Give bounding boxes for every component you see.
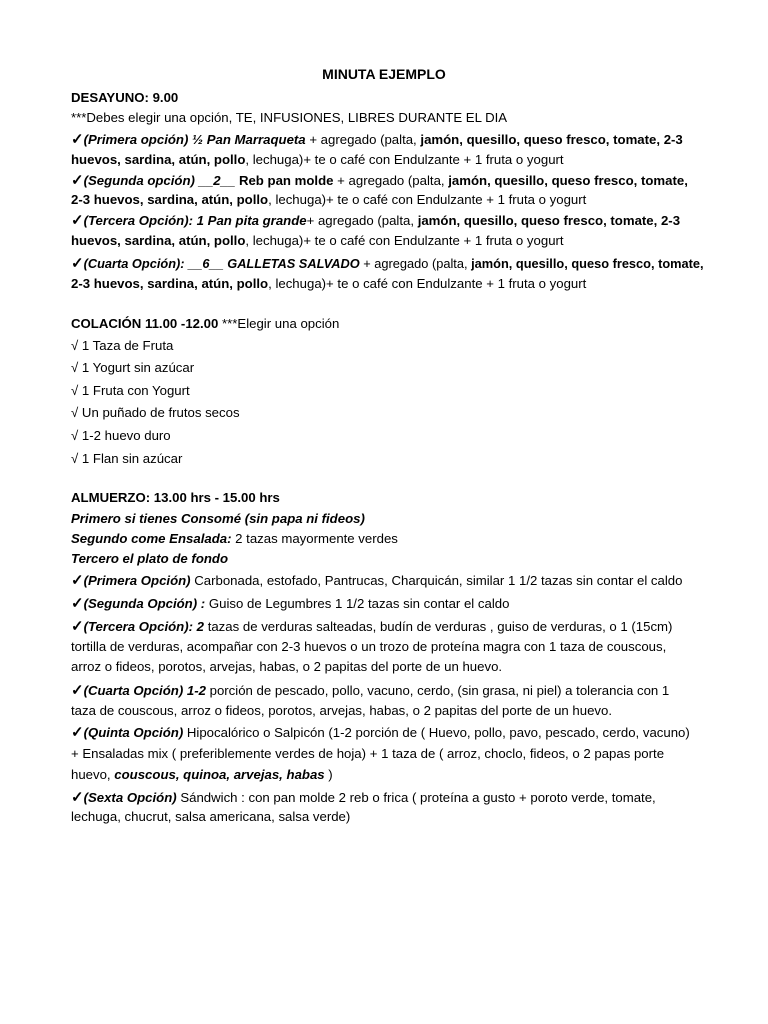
colacion-item: √ Un puñado de frutos secos xyxy=(71,405,240,420)
almuerzo-option-6: ✓(Sexta Opción) Sándwich : con pan molde 2 reb o frica ( proteína a gusto + poroto verde, tomate, xyxy=(71,789,656,806)
check-icon: √ xyxy=(71,338,79,353)
almuerzo-option-5-cont: huevo, couscous, quinoa, arvejas, habas ) xyxy=(71,767,333,782)
almuerzo-option-5-cont: + Ensaladas mix ( preferiblemente verdes de hoja) + 1 taza de ( arroz, choclo, fideos, o 2 papas porte xyxy=(71,746,665,761)
check-icon: √ xyxy=(71,383,79,398)
check-icon: ✓ xyxy=(71,172,84,189)
check-icon: ✓ xyxy=(71,255,84,272)
desayuno-option-4: ✓(Cuarta Opción): __6__ GALLETAS SALVADO + agregado (palta, jamón, quesillo, queso fresco, tomate, xyxy=(71,255,704,272)
almuerzo-primero: Primero si tienes Consomé (sin papa ni fideos) xyxy=(71,511,365,526)
almuerzo-heading: ALMUERZO: 13.00 hrs - 15.00 hrs xyxy=(71,490,280,505)
almuerzo-option-3: ✓(Tercera Opción): 2 tazas de verduras salteadas, budín de verduras , guiso de verduras, o 1 (15cm) xyxy=(71,618,673,635)
check-icon: ✓ xyxy=(71,618,84,635)
check-icon: √ xyxy=(71,405,79,420)
almuerzo-tercero: Tercero el plato de fondo xyxy=(71,551,229,566)
desayuno-heading: DESAYUNO: 9.00 xyxy=(71,90,179,105)
check-icon: ✓ xyxy=(71,682,84,699)
check-icon: ✓ xyxy=(71,212,84,229)
page-title: MINUTA EJEMPLO xyxy=(322,66,446,82)
colacion-item: √ 1 Flan sin azúcar xyxy=(71,451,183,466)
desayuno-option-3: ✓(Tercera Opción): 1 Pan pita grande+ agregado (palta, jamón, quesillo, queso fresco, tomate, 2-3 xyxy=(71,212,681,229)
almuerzo-option-6-cont: lechuga, chucrut, salsa americana, salsa verde) xyxy=(71,809,351,824)
check-icon: √ xyxy=(71,360,79,375)
almuerzo-option-1: ✓(Primera Opción) Carbonada, estofado, Pantrucas, Charquicán, similar 1 1/2 tazas sin contar el caldo xyxy=(71,572,683,589)
check-icon: √ xyxy=(71,428,79,443)
almuerzo-option-2: ✓(Segunda Opción) : Guiso de Legumbres 1 1/2 tazas sin contar el caldo xyxy=(71,595,510,612)
check-icon: ✓ xyxy=(71,724,84,741)
check-icon: ✓ xyxy=(71,595,84,612)
colacion-item: √ 1 Fruta con Yogurt xyxy=(71,383,190,398)
almuerzo-option-4: ✓(Cuarta Opción) 1-2 porción de pescado, pollo, vacuno, cerdo, (sin grasa, ni piel) a tolerancia con 1 xyxy=(71,682,670,699)
desayuno-option-2: ✓(Segunda opción) __2__ Reb pan molde + agregado (palta, jamón, quesillo, queso fresco, tomate, xyxy=(71,172,688,189)
check-icon: √ xyxy=(71,451,79,466)
almuerzo-option-3-cont: tortilla de verduras, acompañar con 2-3 huevos o un trozo de proteína magra con 1 taza de couscous, xyxy=(71,639,667,654)
colacion-heading: COLACIÓN 11.00 -12.00 ***Elegir una opción xyxy=(71,316,340,331)
desayuno-option-1: ✓(Primera opción) ½ Pan Marraqueta + agregado (palta, jamón, quesillo, queso fresco, tomate, 2-3 xyxy=(71,131,683,148)
desayuno-option-2-cont: 2-3 huevos, sardina, atún, pollo, lechuga)+ te o café con Endulzante + 1 fruta o yogurt xyxy=(71,192,587,207)
almuerzo-option-3-cont: arroz o fideos, porotos, arvejas, habas, o 2 papitas del porte de un huevo. xyxy=(71,659,503,674)
almuerzo-option-5: ✓(Quinta Opción) Hipocalórico o Salpicón (1-2 porción de ( Huevo, pollo, pavo, pescado, cerdo, vacuno) xyxy=(71,724,690,741)
desayuno-option-3-cont: huevos, sardina, atún, pollo, lechuga)+ te o café con Endulzante + 1 fruta o yogurt xyxy=(71,233,564,248)
check-icon: ✓ xyxy=(71,572,84,589)
check-icon: ✓ xyxy=(71,789,84,806)
colacion-item: √ 1-2 huevo duro xyxy=(71,428,171,443)
desayuno-note: ***Debes elegir una opción, TE, INFUSIONES, LIBRES DURANTE EL DIA xyxy=(71,110,508,125)
almuerzo-segundo: Segundo come Ensalada: 2 tazas mayormente verdes xyxy=(71,531,398,546)
desayuno-option-1-cont: huevos, sardina, atún, pollo, lechuga)+ te o café con Endulzante + 1 fruta o yogurt xyxy=(71,152,564,167)
colacion-item: √ 1 Yogurt sin azúcar xyxy=(71,360,195,375)
check-icon: ✓ xyxy=(71,131,84,148)
almuerzo-option-4-cont: taza de couscous, arroz o fideos, porotos, arvejas, habas, o 2 papitas del porte de un huevo. xyxy=(71,703,613,718)
desayuno-option-4-cont: 2-3 huevos, sardina, atún, pollo, lechuga)+ te o café con Endulzante + 1 fruta o yogurt xyxy=(71,276,587,291)
colacion-item: √ 1 Taza de Fruta xyxy=(71,338,174,353)
